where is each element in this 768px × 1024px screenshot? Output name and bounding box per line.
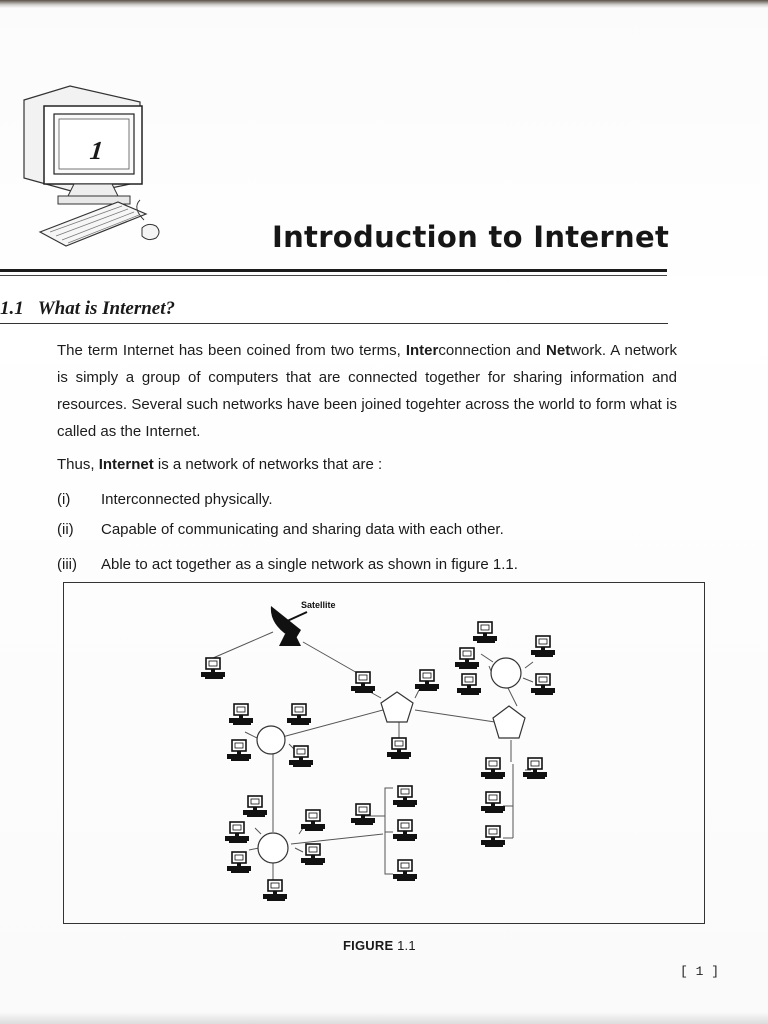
bold-term-net: Net xyxy=(546,342,571,359)
page-bottom-shadow xyxy=(0,1012,768,1024)
list-item xyxy=(57,516,504,543)
bold-term-inter: Inter xyxy=(405,342,439,359)
figure-caption-label: FIGURE xyxy=(343,938,394,953)
computer-illustration-icon xyxy=(22,82,182,252)
figure-caption xyxy=(343,938,416,953)
paragraph-text: work. A network is simply a group of computers that are connected together for sharing information and resources. Several such networks have been joined togehter across the world to form what is called as the Internet. xyxy=(57,342,677,440)
section-rule xyxy=(0,323,668,324)
paragraph-text: connection and xyxy=(438,342,547,359)
figure-caption-number: 1.1 xyxy=(397,938,416,953)
definition-paragraph xyxy=(57,451,382,478)
chapter-number: 1 xyxy=(88,136,105,165)
section-title: What is Internet? xyxy=(37,298,176,319)
paragraph-text: The term Internet has been coined from two terms, xyxy=(57,342,406,359)
satellite-label: Satellite xyxy=(301,600,336,610)
section-heading xyxy=(0,298,175,320)
chapter-rule xyxy=(0,269,667,272)
page-top-shadow xyxy=(0,0,768,8)
list-text: Capable of communicating and sharing data with each other. xyxy=(101,521,504,538)
list-marker: (iii) xyxy=(57,556,77,573)
list-text: Interconnected physically. xyxy=(101,491,273,508)
section-number: 1.1 xyxy=(0,298,24,319)
network-diagram xyxy=(63,582,705,924)
list-item xyxy=(57,486,272,513)
list-marker: (ii) xyxy=(57,521,74,538)
paragraph-text: is a network of networks that are : xyxy=(153,456,383,473)
chapter-title: Introduction to Internet xyxy=(272,220,670,254)
list-text: Able to act together as a single network as shown in figure 1.1. xyxy=(101,556,518,573)
list-item xyxy=(57,551,518,578)
paragraph-text: Thus, xyxy=(57,456,99,473)
intro-paragraph xyxy=(57,337,677,445)
page-number: [ 1 ] xyxy=(680,964,720,979)
chapter-rule-thin xyxy=(0,275,667,276)
list-marker: (i) xyxy=(57,491,71,508)
bold-term-internet: Internet xyxy=(98,456,154,473)
